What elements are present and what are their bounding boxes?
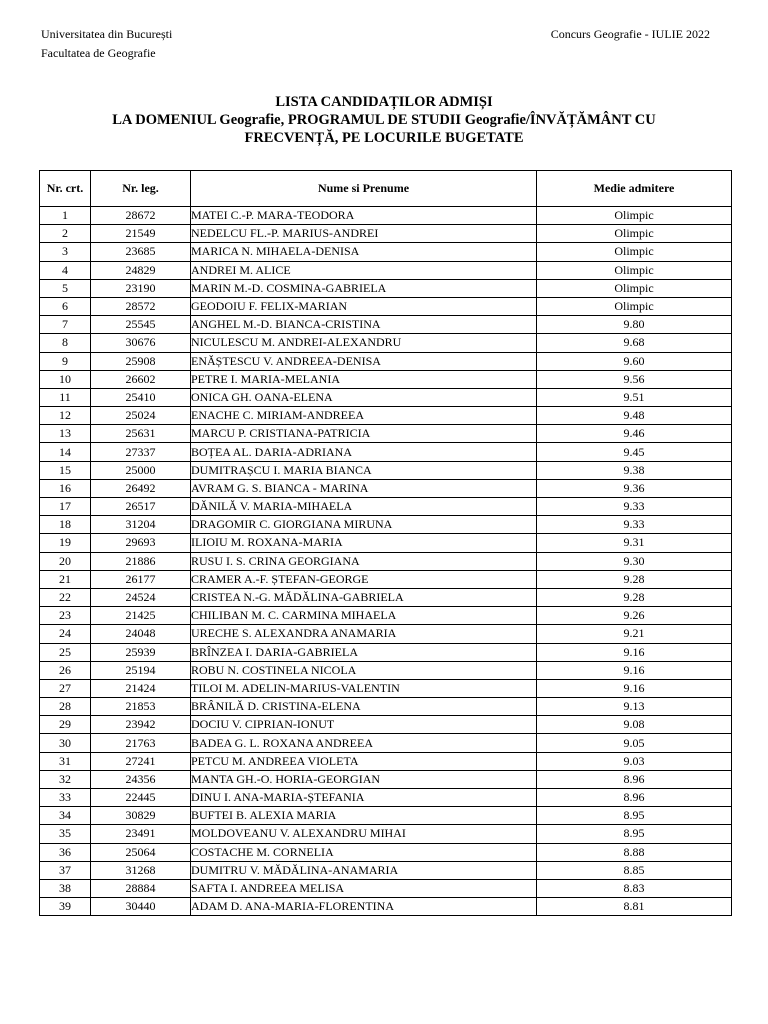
row-number: 30 bbox=[40, 734, 91, 752]
candidate-name: RUSU I. S. CRINA GEORGIANA bbox=[191, 552, 537, 570]
table-row bbox=[40, 225, 732, 243]
admission-average: 9.13 bbox=[537, 698, 732, 716]
candidate-name: CRAMER A.-F. ȘTEFAN-GEORGE bbox=[191, 570, 537, 588]
admission-average: Olimpic bbox=[537, 243, 732, 261]
table-row bbox=[40, 752, 732, 770]
candidate-name: COSTACHE M. CORNELIA bbox=[191, 843, 537, 861]
candidate-name: BRÂNILĂ D. CRISTINA-ELENA bbox=[191, 698, 537, 716]
row-number: 31 bbox=[40, 752, 91, 770]
candidate-name: MOLDOVEANU V. ALEXANDRU MIHAI bbox=[191, 825, 537, 843]
registration-number: 27337 bbox=[91, 443, 191, 461]
table-row bbox=[40, 770, 732, 788]
table-row bbox=[40, 552, 732, 570]
candidate-name: DINU I. ANA-MARIA-ȘTEFANIA bbox=[191, 789, 537, 807]
table-body bbox=[40, 207, 732, 916]
candidate-name: CHILIBAN M. C. CARMINA MIHAELA bbox=[191, 607, 537, 625]
candidate-name: MARIN M.-D. COSMINA-GABRIELA bbox=[191, 279, 537, 297]
candidate-name: ILIOIU M. ROXANA-MARIA bbox=[191, 534, 537, 552]
registration-number: 31204 bbox=[91, 516, 191, 534]
candidate-name: BUFTEI B. ALEXIA MARIA bbox=[191, 807, 537, 825]
registration-number: 23942 bbox=[91, 716, 191, 734]
row-number: 27 bbox=[40, 679, 91, 697]
table-row bbox=[40, 789, 732, 807]
table-row bbox=[40, 261, 732, 279]
candidate-name: ANGHEL M.-D. BIANCA-CRISTINA bbox=[191, 316, 537, 334]
row-number: 7 bbox=[40, 316, 91, 334]
university-name: Universitatea din București bbox=[41, 27, 173, 41]
candidate-name: DOCIU V. CIPRIAN-IONUT bbox=[191, 716, 537, 734]
table-row bbox=[40, 898, 732, 916]
admission-average: 9.16 bbox=[537, 643, 732, 661]
admission-average: 8.96 bbox=[537, 789, 732, 807]
admission-average: 9.30 bbox=[537, 552, 732, 570]
registration-number: 25908 bbox=[91, 352, 191, 370]
table-row bbox=[40, 625, 732, 643]
row-number: 4 bbox=[40, 261, 91, 279]
registration-number: 26517 bbox=[91, 498, 191, 516]
candidate-name: BRÎNZEA I. DARIA-GABRIELA bbox=[191, 643, 537, 661]
admission-average: Olimpic bbox=[537, 261, 732, 279]
row-number: 5 bbox=[40, 279, 91, 297]
table-row bbox=[40, 370, 732, 388]
registration-number: 26492 bbox=[91, 479, 191, 497]
registration-number: 23190 bbox=[91, 279, 191, 297]
table-row bbox=[40, 516, 732, 534]
candidate-name: URECHE S. ALEXANDRA ANAMARIA bbox=[191, 625, 537, 643]
row-number: 33 bbox=[40, 789, 91, 807]
contest-name: Concurs Geografie - IULIE 2022 bbox=[550, 27, 710, 41]
candidate-name: CRISTEA N.-G. MĂDĂLINA-GABRIELA bbox=[191, 588, 537, 606]
table-row bbox=[40, 661, 732, 679]
candidate-name: ENĂȘTESCU V. ANDREEA-DENISA bbox=[191, 352, 537, 370]
table-row bbox=[40, 698, 732, 716]
registration-number: 30440 bbox=[91, 898, 191, 916]
row-number: 20 bbox=[40, 552, 91, 570]
candidate-name: ROBU N. COSTINELA NICOLA bbox=[191, 661, 537, 679]
document-title bbox=[0, 93, 768, 147]
row-number: 14 bbox=[40, 443, 91, 461]
candidate-name: NICULESCU M. ANDREI-ALEXANDRU bbox=[191, 334, 537, 352]
admission-average: 8.85 bbox=[537, 861, 732, 879]
row-number: 9 bbox=[40, 352, 91, 370]
registration-number: 28884 bbox=[91, 879, 191, 897]
row-number: 37 bbox=[40, 861, 91, 879]
admission-average: 9.80 bbox=[537, 316, 732, 334]
candidate-name: ANDREI M. ALICE bbox=[191, 261, 537, 279]
header-average: Medie admitere bbox=[537, 171, 732, 207]
registration-number: 24356 bbox=[91, 770, 191, 788]
admission-average: Olimpic bbox=[537, 225, 732, 243]
row-number: 36 bbox=[40, 843, 91, 861]
registration-number: 25410 bbox=[91, 388, 191, 406]
registration-number: 27241 bbox=[91, 752, 191, 770]
row-number: 24 bbox=[40, 625, 91, 643]
table-row bbox=[40, 425, 732, 443]
admission-average: 9.08 bbox=[537, 716, 732, 734]
candidate-name: GEODOIU F. FELIX-MARIAN bbox=[191, 297, 537, 315]
candidate-name: NEDELCU FL.-P. MARIUS-ANDREI bbox=[191, 225, 537, 243]
table-row bbox=[40, 498, 732, 516]
registration-number: 26177 bbox=[91, 570, 191, 588]
candidate-name: AVRAM G. S. BIANCA - MARINA bbox=[191, 479, 537, 497]
table-row bbox=[40, 643, 732, 661]
admission-average: 9.48 bbox=[537, 407, 732, 425]
table-row bbox=[40, 207, 732, 225]
registration-number: 29693 bbox=[91, 534, 191, 552]
title-line-3: FRECVENȚĂ, PE LOCURILE BUGETATE bbox=[244, 130, 524, 146]
header-nr-crt: Nr. crt. bbox=[40, 171, 91, 207]
admission-average: 9.33 bbox=[537, 516, 732, 534]
table-row bbox=[40, 297, 732, 315]
table-row bbox=[40, 716, 732, 734]
candidate-name: MARCU P. CRISTIANA-PATRICIA bbox=[191, 425, 537, 443]
row-number: 18 bbox=[40, 516, 91, 534]
registration-number: 21853 bbox=[91, 698, 191, 716]
registration-number: 30676 bbox=[91, 334, 191, 352]
row-number: 26 bbox=[40, 661, 91, 679]
row-number: 25 bbox=[40, 643, 91, 661]
table-row bbox=[40, 679, 732, 697]
admission-average: 9.16 bbox=[537, 679, 732, 697]
admission-average: 9.28 bbox=[537, 588, 732, 606]
table-row bbox=[40, 588, 732, 606]
registration-number: 25024 bbox=[91, 407, 191, 425]
admission-average: 9.46 bbox=[537, 425, 732, 443]
admission-average: Olimpic bbox=[537, 297, 732, 315]
registration-number: 31268 bbox=[91, 861, 191, 879]
table-row bbox=[40, 243, 732, 261]
table-row bbox=[40, 570, 732, 588]
admission-average: 9.45 bbox=[537, 443, 732, 461]
table-row bbox=[40, 807, 732, 825]
registration-number: 30829 bbox=[91, 807, 191, 825]
registration-number: 23685 bbox=[91, 243, 191, 261]
registration-number: 24048 bbox=[91, 625, 191, 643]
admission-average: 8.95 bbox=[537, 825, 732, 843]
admission-average: 8.81 bbox=[537, 898, 732, 916]
admission-average: Olimpic bbox=[537, 279, 732, 297]
candidate-name: ONICA GH. OANA-ELENA bbox=[191, 388, 537, 406]
header-name: Nume si Prenume bbox=[191, 171, 537, 207]
row-number: 13 bbox=[40, 425, 91, 443]
candidate-name: DĂNILĂ V. MARIA-MIHAELA bbox=[191, 498, 537, 516]
registration-number: 28572 bbox=[91, 297, 191, 315]
admitted-candidates-table bbox=[39, 170, 732, 916]
admission-average: 9.05 bbox=[537, 734, 732, 752]
admission-average: 9.56 bbox=[537, 370, 732, 388]
admission-average: 9.26 bbox=[537, 607, 732, 625]
registration-number: 21424 bbox=[91, 679, 191, 697]
row-number: 29 bbox=[40, 716, 91, 734]
row-number: 19 bbox=[40, 534, 91, 552]
table-row bbox=[40, 316, 732, 334]
row-number: 11 bbox=[40, 388, 91, 406]
admission-average: 9.60 bbox=[537, 352, 732, 370]
table-row bbox=[40, 334, 732, 352]
registration-number: 21549 bbox=[91, 225, 191, 243]
admission-average: 9.03 bbox=[537, 752, 732, 770]
table-row bbox=[40, 407, 732, 425]
candidate-name: MARICA N. MIHAELA-DENISA bbox=[191, 243, 537, 261]
admission-average: 9.28 bbox=[537, 570, 732, 588]
admission-average: 9.31 bbox=[537, 534, 732, 552]
registration-number: 22445 bbox=[91, 789, 191, 807]
title-line-2: LA DOMENIUL Geografie, PROGRAMUL DE STUDII Geografie/ÎNVĂȚĂMÂNT CU bbox=[112, 112, 656, 128]
candidate-name: MATEI C.-P. MARA-TEODORA bbox=[191, 207, 537, 225]
registration-number: 24524 bbox=[91, 588, 191, 606]
candidate-name: MANTA GH.-O. HORIA-GEORGIAN bbox=[191, 770, 537, 788]
row-number: 10 bbox=[40, 370, 91, 388]
admission-average: Olimpic bbox=[537, 207, 732, 225]
header-nr-leg: Nr. leg. bbox=[91, 171, 191, 207]
institution-header bbox=[41, 25, 172, 63]
admission-average: 9.21 bbox=[537, 625, 732, 643]
table-row bbox=[40, 534, 732, 552]
registration-number: 26602 bbox=[91, 370, 191, 388]
table-row bbox=[40, 461, 732, 479]
candidate-name: SAFTA I. ANDREEA MELISA bbox=[191, 879, 537, 897]
registration-number: 21886 bbox=[91, 552, 191, 570]
table-row bbox=[40, 607, 732, 625]
row-number: 35 bbox=[40, 825, 91, 843]
admission-average: 8.95 bbox=[537, 807, 732, 825]
faculty-name: Facultatea de Geografie bbox=[41, 46, 156, 60]
registration-number: 24829 bbox=[91, 261, 191, 279]
admission-average: 9.38 bbox=[537, 461, 732, 479]
table-row bbox=[40, 352, 732, 370]
registration-number: 28672 bbox=[91, 207, 191, 225]
candidate-name: BADEA G. L. ROXANA ANDREEA bbox=[191, 734, 537, 752]
registration-number: 21425 bbox=[91, 607, 191, 625]
row-number: 3 bbox=[40, 243, 91, 261]
row-number: 6 bbox=[40, 297, 91, 315]
admission-average: 9.51 bbox=[537, 388, 732, 406]
candidate-name: ADAM D. ANA-MARIA-FLORENTINA bbox=[191, 898, 537, 916]
row-number: 8 bbox=[40, 334, 91, 352]
table-row bbox=[40, 734, 732, 752]
registration-number: 25939 bbox=[91, 643, 191, 661]
table-row bbox=[40, 861, 732, 879]
candidate-name: DUMITRAȘCU I. MARIA BIANCA bbox=[191, 461, 537, 479]
admission-average: 9.36 bbox=[537, 479, 732, 497]
candidate-name: TILOI M. ADELIN-MARIUS-VALENTIN bbox=[191, 679, 537, 697]
row-number: 28 bbox=[40, 698, 91, 716]
admission-average: 9.68 bbox=[537, 334, 732, 352]
title-line-1: LISTA CANDIDAȚILOR ADMIȘI bbox=[275, 94, 493, 110]
admission-average: 8.96 bbox=[537, 770, 732, 788]
row-number: 21 bbox=[40, 570, 91, 588]
registration-number: 23491 bbox=[91, 825, 191, 843]
candidate-name: DRAGOMIR C. GIORGIANA MIRUNA bbox=[191, 516, 537, 534]
registration-number: 25194 bbox=[91, 661, 191, 679]
row-number: 1 bbox=[40, 207, 91, 225]
candidate-name: ENACHE C. MIRIAM-ANDREEA bbox=[191, 407, 537, 425]
admission-average: 9.33 bbox=[537, 498, 732, 516]
table-row bbox=[40, 825, 732, 843]
admission-average: 8.88 bbox=[537, 843, 732, 861]
row-number: 34 bbox=[40, 807, 91, 825]
row-number: 16 bbox=[40, 479, 91, 497]
table-row bbox=[40, 843, 732, 861]
registration-number: 25000 bbox=[91, 461, 191, 479]
registration-number: 25631 bbox=[91, 425, 191, 443]
candidate-name: DUMITRU V. MĂDĂLINA-ANAMARIA bbox=[191, 861, 537, 879]
row-number: 38 bbox=[40, 879, 91, 897]
row-number: 12 bbox=[40, 407, 91, 425]
row-number: 22 bbox=[40, 588, 91, 606]
row-number: 23 bbox=[40, 607, 91, 625]
candidate-name: PETCU M. ANDREEA VIOLETA bbox=[191, 752, 537, 770]
registration-number: 25545 bbox=[91, 316, 191, 334]
registration-number: 21763 bbox=[91, 734, 191, 752]
admission-average: 9.16 bbox=[537, 661, 732, 679]
table-row bbox=[40, 479, 732, 497]
candidate-name: PETRE I. MARIA-MELANIA bbox=[191, 370, 537, 388]
candidate-name: BOȚEA AL. DARIA-ADRIANA bbox=[191, 443, 537, 461]
row-number: 2 bbox=[40, 225, 91, 243]
table-row bbox=[40, 388, 732, 406]
registration-number: 25064 bbox=[91, 843, 191, 861]
admission-average: 8.83 bbox=[537, 879, 732, 897]
table-row bbox=[40, 279, 732, 297]
row-number: 32 bbox=[40, 770, 91, 788]
table-row bbox=[40, 443, 732, 461]
row-number: 39 bbox=[40, 898, 91, 916]
table-row bbox=[40, 879, 732, 897]
row-number: 15 bbox=[40, 461, 91, 479]
row-number: 17 bbox=[40, 498, 91, 516]
table-header-row bbox=[40, 171, 732, 207]
